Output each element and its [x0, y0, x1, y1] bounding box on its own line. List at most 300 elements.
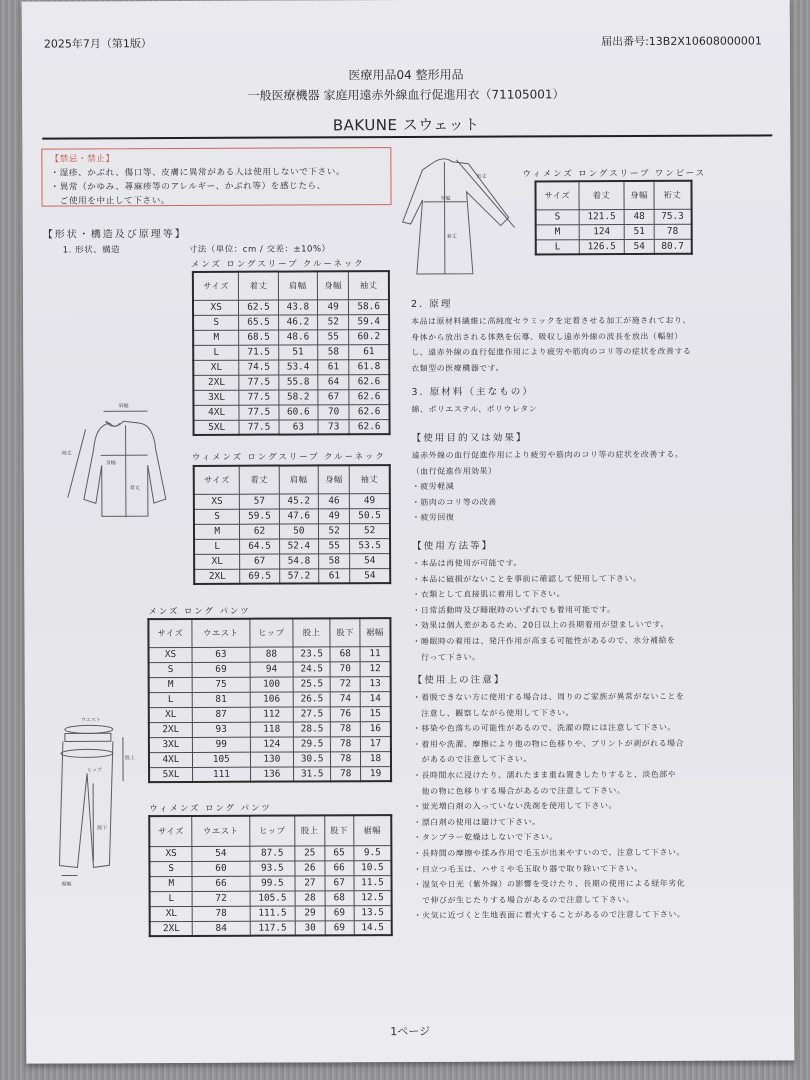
table-row	[194, 568, 390, 584]
cell: 16	[360, 721, 391, 736]
purpose-section	[412, 428, 752, 525]
table-caption-womens-pants: ウィメンズ ロング パンツ	[149, 803, 272, 815]
cell: 24.5	[293, 661, 330, 676]
shirt-diagram	[43, 389, 194, 530]
contraindication-line: ご使用を中止して下さい。	[50, 196, 171, 207]
col-header: 着丈	[240, 466, 279, 494]
cell: 54	[192, 846, 249, 861]
col-header: ヒップ	[250, 619, 293, 647]
usage-line: ・衣類として直接肌に着用して下さい。	[412, 589, 566, 600]
cell: 69.5	[240, 569, 279, 584]
cell: 60.6	[279, 404, 318, 419]
cell: 31.5	[294, 766, 331, 781]
col-header: 裾幅	[360, 618, 391, 646]
cell: 59.5	[240, 509, 279, 524]
cell: 69	[325, 905, 354, 920]
table-row	[193, 359, 389, 375]
precautions-title: 【使用上の注意】	[412, 674, 506, 686]
cell: XS	[149, 846, 192, 861]
precaution-line: ・着脱できない方に使用する場合は、周りのご家族が異常がないことを	[412, 691, 685, 702]
cell: 67	[318, 389, 349, 404]
cell: 68	[330, 646, 360, 661]
svg-text:裾幅: 裾幅	[61, 881, 72, 888]
cell: 5XL	[194, 420, 240, 435]
cell: 3XL	[149, 737, 193, 752]
cell: 46.2	[278, 314, 317, 329]
table-caption-womens-onepiece: ウィメンズ ロングスリーブ ワンピース	[522, 168, 706, 180]
cell: XL	[150, 906, 193, 921]
cell: S	[536, 209, 579, 224]
table-row	[149, 860, 391, 876]
col-header: 着丈	[579, 181, 625, 209]
cell: L	[194, 539, 240, 554]
onepiece-outline-icon	[396, 147, 527, 278]
table-row	[194, 493, 390, 509]
cell: 55	[319, 538, 350, 553]
cell: XL	[194, 554, 240, 569]
cell: 64	[318, 374, 349, 389]
cell: 5XL	[149, 767, 193, 782]
cell: 84	[193, 921, 250, 936]
cell: 51	[278, 344, 317, 359]
cell: 78	[331, 736, 361, 751]
cell: XL	[193, 360, 239, 375]
cell: XS	[193, 300, 239, 315]
precaution-line: ・漂白剤の使用は避けて下さい。	[413, 817, 541, 827]
svg-text:着丈: 着丈	[446, 233, 457, 240]
cell: 52	[318, 523, 349, 538]
cell: 99.5	[250, 875, 296, 890]
cell: 105.5	[250, 890, 296, 905]
table-row	[149, 661, 391, 677]
principle-title: 2. 原理	[410, 298, 453, 310]
cell: 43.8	[278, 299, 317, 314]
cell: 14.5	[354, 920, 392, 935]
cell: 87.5	[249, 845, 295, 860]
cell: 62.6	[349, 419, 389, 434]
precaution-line: ・移染や色落ちの可能性があるので、洗濯の際には注意して下さい。	[412, 723, 676, 734]
cell: L	[193, 345, 239, 360]
cell: 88	[250, 647, 293, 662]
cell: 54	[625, 239, 654, 254]
cell: 15	[360, 706, 391, 721]
table-row	[149, 691, 391, 707]
cell: 57.2	[279, 568, 318, 583]
cell: 13	[360, 676, 391, 691]
contraindication-line: ・湿疹、かぶれ、傷口等、皮膚に異常がある人は使用しないで下さい。	[50, 167, 346, 179]
cell: 3XL	[193, 390, 239, 405]
cell: 62.6	[349, 389, 389, 404]
svg-text:袖丈: 袖丈	[61, 450, 72, 457]
cell: 75.3	[654, 209, 692, 224]
svg-text:股下: 股下	[97, 825, 108, 832]
cell: 26	[295, 860, 324, 875]
usage-section	[412, 536, 753, 665]
cell: 17	[360, 736, 391, 751]
cell: 49	[318, 508, 349, 523]
col-header: 裾幅	[354, 815, 392, 845]
cell: 94	[250, 662, 293, 677]
table-row	[536, 239, 692, 255]
size-table-mens-pants	[147, 617, 392, 783]
cell: 65	[324, 845, 353, 860]
table-row	[150, 920, 392, 936]
table-row	[149, 721, 391, 737]
product-title: BAKUNE スウェット	[332, 115, 480, 135]
cell: XL	[149, 707, 193, 722]
cell: 61.8	[349, 359, 389, 374]
cell: 11	[360, 646, 391, 661]
purpose-line: ・筋肉のコリ等の改善	[411, 497, 497, 507]
table-caption-mens-pants: メンズ ロング パンツ	[148, 606, 251, 618]
cell: 54	[350, 553, 390, 568]
table-row	[149, 845, 391, 861]
cell: 58.6	[349, 299, 389, 314]
page-number: 1ページ	[390, 1024, 431, 1039]
cell: 49	[350, 493, 390, 508]
cell: 64.5	[240, 539, 279, 554]
precaution-line: ・火気に近づくと生地表面に着火することがあるので注意して下さい。	[413, 910, 686, 921]
table-row	[149, 646, 391, 662]
contraindication-title: 【禁忌・禁止】	[50, 154, 115, 165]
cell: 66	[192, 876, 249, 891]
cell: 100	[250, 677, 293, 692]
cell: 62	[240, 524, 279, 539]
cell: 68	[325, 890, 354, 905]
cell: 61	[349, 344, 389, 359]
cell: 12.5	[354, 890, 392, 905]
cell: 27	[295, 875, 324, 890]
usage-title: 【使用方法等】	[412, 540, 494, 552]
cell: 111.5	[250, 905, 296, 920]
cell: S	[149, 662, 193, 677]
usage-line: ・睡眠時の着用は、発汗作用が高まる可能性があるので、水分補給を	[412, 635, 676, 646]
col-header: ヒップ	[249, 815, 295, 845]
cell: 93.5	[249, 860, 295, 875]
cell: 55	[318, 329, 349, 344]
precaution-line: ・長時間水に浸けたり、濡れたまま重ね置きしたりすると、淡色部や	[413, 769, 677, 780]
cell: 52	[350, 523, 390, 538]
table-row	[193, 389, 389, 405]
col-header: サイズ	[148, 619, 192, 647]
table-row	[149, 706, 391, 722]
cell: 60	[192, 861, 249, 876]
cell: 106	[250, 692, 293, 707]
col-header: サイズ	[149, 816, 192, 846]
onepiece-diagram	[396, 147, 527, 278]
cell: 80.7	[654, 239, 692, 254]
cell: 67	[240, 554, 279, 569]
cell: 87	[192, 707, 250, 722]
table-row	[193, 344, 389, 360]
col-header: ウエスト	[192, 816, 249, 846]
cell: 53.4	[278, 359, 317, 374]
shape-section-title: 【形状・構造及び原理等】	[42, 228, 187, 241]
cell: L	[150, 891, 193, 906]
cell: 126.5	[579, 239, 625, 254]
precaution-line: 他の物に色移りする場合があるので注意して下さい。	[413, 785, 626, 796]
table-row	[536, 224, 692, 240]
cell: 9.5	[354, 845, 392, 860]
cell: 81	[192, 692, 250, 707]
units-note: 寸法（単位：cm / 交差：±10%）	[188, 244, 331, 255]
col-header: サイズ	[535, 181, 578, 209]
cell: M	[194, 524, 240, 539]
cell: 47.6	[279, 508, 318, 523]
cell: 71.5	[239, 345, 278, 360]
cell: M	[149, 677, 193, 692]
col-header: 股上	[295, 815, 324, 845]
size-table-womens-onepiece	[534, 180, 692, 256]
cell: 70	[318, 404, 349, 419]
edition-date: 2025年7月（第1版）	[43, 37, 152, 51]
col-header: 袖丈	[350, 465, 390, 493]
cell: 48.6	[278, 329, 317, 344]
shirt-outline-icon	[43, 389, 194, 530]
cell: 53.5	[350, 538, 390, 553]
cell: 55.8	[278, 374, 317, 389]
cell: 68.5	[239, 330, 278, 345]
table-row	[149, 736, 391, 752]
cell: 72	[193, 891, 250, 906]
table-row	[193, 314, 389, 330]
cell: 58	[319, 553, 350, 568]
cell: M	[150, 876, 193, 891]
purpose-line: 遠赤外線の血行促進作用により疲労や筋肉のコリ等の症状を改善する。	[411, 449, 684, 460]
col-header: 股下	[330, 618, 360, 646]
cell: 49	[318, 299, 349, 314]
precaution-line: ・着用や洗濯、摩擦により他の物に色移りや、プリントが剥がれる場合	[412, 738, 685, 749]
cell: 61	[318, 359, 349, 374]
cell: 23.5	[293, 646, 330, 661]
cell: 14	[360, 691, 391, 706]
cell: S	[193, 315, 239, 330]
precaution-line: 注意し、観察しながら使用して下さい。	[412, 707, 575, 718]
cell: 25	[295, 845, 324, 860]
size-table-womens-crew	[193, 464, 392, 585]
usage-line: ・本品に破損がないことを事前に確認して使用して下さい。	[412, 573, 642, 584]
cell: 51	[625, 224, 654, 239]
cell: 25.5	[293, 676, 330, 691]
cell: 77.5	[239, 420, 278, 435]
cell: 29.5	[293, 736, 330, 751]
cell: XS	[194, 494, 240, 509]
usage-line: ・効果は個人差があるため、20日以上の長期着用が望ましいです。	[412, 620, 669, 631]
table-row	[150, 905, 392, 921]
col-header: 肩幅	[278, 271, 317, 299]
cell: 46	[318, 493, 349, 508]
cell: 52	[318, 314, 349, 329]
cell: 2XL	[150, 921, 193, 936]
cell: 63	[192, 647, 250, 662]
cell: 78	[331, 766, 361, 781]
cell: 28.5	[293, 721, 330, 736]
cell: 75	[192, 677, 250, 692]
materials-section	[411, 383, 751, 418]
cell: 62.6	[349, 374, 389, 389]
contraindication-line: ・異常（かゆみ、蕁麻疹等のアレルギー、かぶれ等）を感じたら、	[50, 181, 326, 193]
cell: 62.6	[349, 404, 389, 419]
col-header: 身幅	[318, 465, 349, 493]
cell: 26.5	[293, 691, 330, 706]
cell: 2XL	[149, 722, 193, 737]
cell: 48	[624, 209, 653, 224]
cell: 93	[192, 722, 250, 737]
cell: 59.4	[349, 314, 389, 329]
cell: 78	[331, 721, 361, 736]
svg-text:身幅: 身幅	[105, 460, 116, 467]
table-row	[193, 299, 389, 315]
svg-text:身幅: 身幅	[440, 195, 451, 202]
cell: 11.5	[354, 875, 392, 890]
cell: 118	[250, 722, 293, 737]
cell: 117.5	[250, 920, 296, 935]
col-header: 裄丈	[654, 181, 692, 209]
table-row	[149, 751, 391, 767]
table-row	[536, 209, 692, 225]
purpose-line: ・疲労軽減	[411, 481, 455, 492]
shape-item-1: 1. 形状、構造	[62, 245, 121, 256]
precautions-section	[413, 670, 754, 923]
svg-text:ヒップ: ヒップ	[87, 767, 102, 774]
col-header: 股下	[324, 815, 353, 845]
table-row	[194, 523, 390, 539]
cell: 28	[295, 890, 324, 905]
cell: 57	[240, 494, 279, 509]
cell: 29	[295, 905, 324, 920]
svg-text:肩幅: 肩幅	[118, 403, 129, 410]
cell: 66	[324, 860, 353, 875]
table-caption-womens-crew: ウィメンズ ロングスリーブ クルーネック	[191, 452, 386, 463]
cell: 10.5	[354, 860, 392, 875]
svg-text:股上: 股上	[124, 755, 136, 762]
cell: 78	[331, 751, 361, 766]
cell: XS	[149, 647, 193, 662]
cell: 50	[279, 523, 318, 538]
size-table-womens-pants	[148, 814, 393, 937]
notification-number: 届出番号:13B2X10608000001	[601, 34, 762, 49]
cell: S	[194, 509, 240, 524]
cell: 58	[318, 344, 349, 359]
precaution-line: ・目立つ毛玉は、ハサミや毛玉取り器で取り除いて下さい。	[413, 863, 643, 874]
purpose-title: 【使用目的又は効果】	[411, 432, 528, 444]
cell: 2XL	[194, 569, 240, 584]
cell: 19	[361, 766, 392, 781]
classification-line: 一般医療機器 家庭用遠赤外線血行促進用衣（71105001）	[247, 87, 565, 103]
pants-diagram	[47, 711, 148, 891]
cell: 18	[360, 751, 391, 766]
table-row	[193, 329, 389, 345]
table-row	[149, 766, 391, 782]
precaution-line: で伸びが生じたりする場合があるので注意して下さい。	[413, 894, 635, 905]
purpose-line: ・疲労回復	[411, 513, 455, 523]
cell: 76	[331, 706, 361, 721]
cell: 121.5	[579, 209, 625, 224]
col-header: 身幅	[624, 181, 653, 209]
precaution-line: ・長時間の摩擦や揉み作用で毛玉が出来やすいので、注意して下さい。	[413, 847, 685, 858]
cell: 50.5	[350, 508, 390, 523]
cell: 70	[330, 661, 360, 676]
table-caption-mens-crew: メンズ ロングスリーブ クルーネック	[190, 259, 365, 270]
table-row	[193, 374, 389, 390]
cell: 52.4	[279, 538, 318, 553]
cell: 72	[330, 676, 360, 691]
contraindication-box	[41, 147, 391, 207]
cell: 62.5	[239, 300, 278, 315]
cell: 130	[250, 752, 293, 767]
table-row	[194, 553, 390, 569]
table-row	[150, 890, 392, 906]
cell: 124	[579, 224, 625, 239]
cell: 111	[192, 767, 250, 782]
cell: 69	[325, 920, 354, 935]
cell: 73	[318, 419, 349, 434]
col-header: 肩幅	[279, 465, 318, 493]
col-header: サイズ	[193, 272, 239, 300]
pants-outline-icon	[47, 711, 148, 891]
cell: 105	[192, 752, 250, 767]
precaution-line: ・タンブラー乾燥はしないで下さい。	[413, 832, 558, 843]
cell: 2XL	[193, 375, 239, 390]
col-header: 袖丈	[349, 271, 389, 299]
cell: 78	[193, 906, 250, 921]
table-row	[149, 676, 391, 692]
table-row	[150, 875, 392, 891]
cell: 27.5	[293, 706, 330, 721]
usage-line: ・本品は再使用が可能です。	[412, 558, 522, 568]
cell: 74	[331, 691, 361, 706]
materials-text: 綿、ポリエステル、ポリウレタン	[411, 404, 538, 414]
materials-title: 3. 原材料（主なもの）	[411, 386, 534, 398]
cell: 4XL	[193, 405, 239, 420]
cell: 54.8	[279, 553, 318, 568]
principle-section	[411, 295, 751, 377]
col-header: ウエスト	[192, 619, 250, 647]
cell: 58.2	[279, 389, 318, 404]
size-table-mens-crew	[192, 270, 391, 436]
cell: 67	[325, 875, 354, 890]
cell: 30	[295, 920, 324, 935]
svg-text:裄丈: 裄丈	[476, 173, 487, 180]
cell: 77.5	[239, 405, 278, 420]
col-header: 着丈	[239, 272, 278, 300]
table-row	[194, 419, 390, 435]
cell: 4XL	[149, 752, 193, 767]
purpose-line: （血行促進作用効果）	[411, 466, 497, 476]
cell: 69	[192, 662, 250, 677]
cell: L	[149, 692, 193, 707]
svg-text:ウエスト: ウエスト	[80, 717, 101, 724]
principle-line: 身体から放出される体熱を伝導、吸収し遠赤外線の波長を放出（輻射）	[411, 331, 683, 342]
usage-line: 行って下さい。	[412, 652, 481, 662]
cell: 63	[279, 419, 318, 434]
cell: 112	[250, 707, 293, 722]
cell: M	[536, 224, 579, 239]
usage-line: ・日常活動時及び睡眠時のいずれでも着用可能です。	[412, 604, 616, 615]
cell: 60.2	[349, 329, 389, 344]
col-header: 股上	[293, 618, 330, 646]
cell: 12	[360, 661, 391, 676]
table-row	[194, 538, 390, 554]
col-header: サイズ	[194, 466, 240, 494]
cell: 65.5	[239, 315, 278, 330]
cell: M	[193, 330, 239, 345]
table-row	[194, 508, 390, 524]
table-row	[193, 404, 389, 420]
cell: 78	[654, 224, 692, 239]
cell: 61	[319, 568, 350, 583]
svg-text:着丈: 着丈	[129, 485, 140, 492]
